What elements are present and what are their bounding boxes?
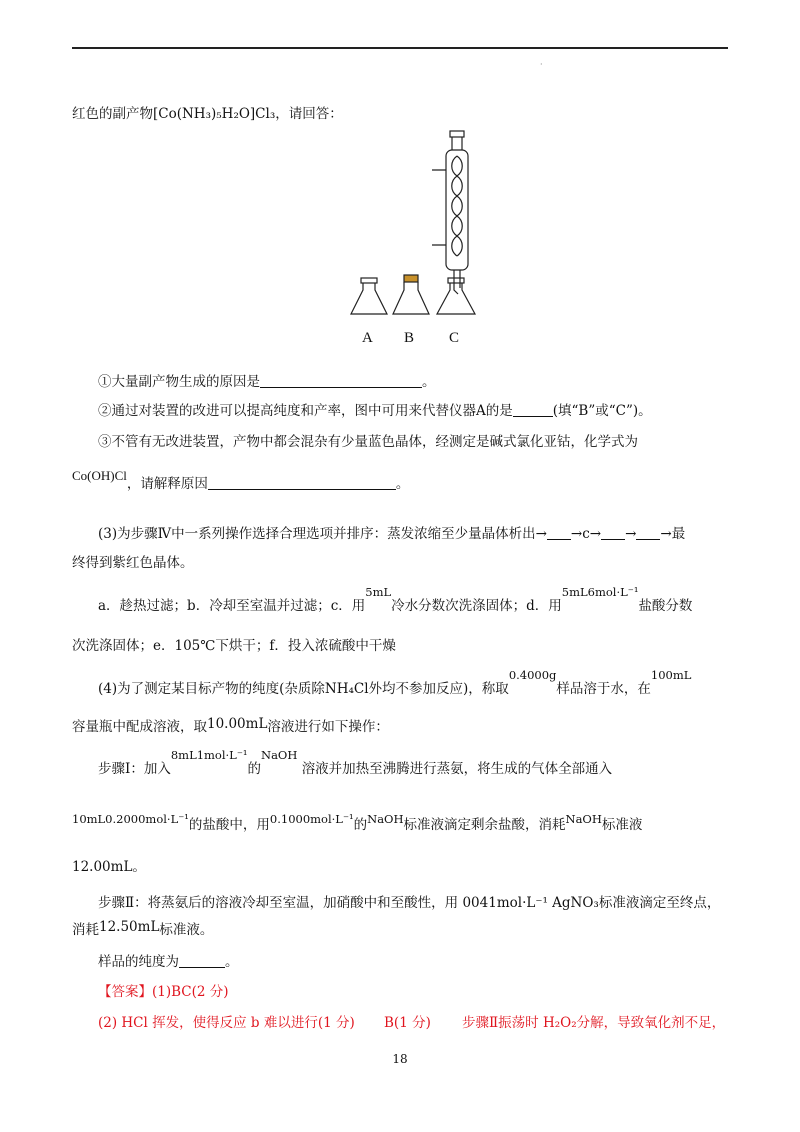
answer-blank[interactable] xyxy=(636,527,660,540)
answer-blank[interactable] xyxy=(547,527,571,540)
part-3-line2: 终得到紫红色晶体。 xyxy=(72,555,194,571)
figure-label-c: C xyxy=(449,330,460,346)
step-2: 步骤Ⅱ：将蒸氨后的溶液冷却至室温，加硝酸中和至酸性，用 0041mol·L⁻¹ AgNO₃标准液滴定至终点， xyxy=(98,895,721,911)
part-3: (3)为步骤Ⅳ中一系列操作选择合理选项并排序：蒸发浓缩至少量晶体析出→ →c→ → →最 xyxy=(98,526,686,542)
intro-text: 红色的副产物[Co(NH₃)₅H₂O]Cl₃，请回答： xyxy=(72,106,343,122)
step-2-line2: 消耗12.50mL标准液。 xyxy=(72,919,214,938)
options-line2: 次洗涤固体；e．105℃下烘干；f．投入浓硫酸中干燥 xyxy=(72,638,396,654)
options-line1: a．趁热过滤；b．冷却至室温并过滤；c．用5mL冷水分数次洗涤固体；d．用5mL6mol·L⁻¹盐酸分数 xyxy=(98,585,693,614)
apparatus-figure xyxy=(340,128,500,353)
answer-blank[interactable] xyxy=(513,404,553,417)
part-4: (4)为了测定某目标产物的纯度(杂质除NH₄Cl外均不参加反应)，称取0.4000g样品溶于水，在100mL xyxy=(98,668,692,697)
figure-label-b: B xyxy=(404,330,415,346)
answer-blank[interactable] xyxy=(260,375,422,388)
answer-line-2b: B(1 分) xyxy=(384,1015,431,1031)
answer-blank[interactable] xyxy=(179,955,225,968)
flask-c xyxy=(437,278,475,314)
answer-line-2c: 步骤Ⅱ振荡时 H₂O₂分解，导致氧化剂不足， xyxy=(462,1015,726,1031)
step-1-line2: 10mL0.2000mol·L⁻¹的盐酸中，用0.1000mol·L⁻¹的NaOH标准液滴定剩余盐酸，消耗NaOH标准液 xyxy=(72,812,643,833)
flask-a xyxy=(351,278,387,314)
question-3-cont: Co(OH)Cl，请解释原因 。 xyxy=(72,468,410,492)
page-number: 18 xyxy=(392,1052,408,1066)
step-1: 步骤Ⅰ：加入8mL1mol·L⁻¹的NaOH 溶液并加热至沸腾进行蒸氨，将生成的气体全部通入 xyxy=(98,748,613,777)
question-1: ①大量副产物生成的原因是 。 xyxy=(98,374,436,390)
answer-blank[interactable] xyxy=(208,477,396,490)
header-rule xyxy=(72,47,728,49)
answer-tag: 【答案】 xyxy=(98,984,152,1000)
answer-blank[interactable] xyxy=(601,527,625,540)
purity-question: 样品的纯度为 。 xyxy=(98,954,239,970)
answer-line-1: 【答案】(1)BC(2 分) xyxy=(98,984,229,1000)
answer-line-2: (2) HCl 挥发，使得反应 b 难以进行(1 分) xyxy=(98,1015,355,1031)
flask-b xyxy=(393,275,429,314)
figure-label-a: A xyxy=(362,330,373,346)
part-4-line2: 容量瓶中配成溶液，取10.00mL溶液进行如下操作： xyxy=(72,716,389,735)
step-1-line3: 12.00mL。 xyxy=(72,859,146,875)
question-2: ②通过对装置的改进可以提高纯度和产率，图中可用来代替仪器A的是 (填“B”或“C”)。 xyxy=(98,403,652,419)
header-mark: · xyxy=(540,60,543,69)
question-3: ③不管有无改进装置，产物中都会混杂有少量蓝色晶体，经测定是碱式氯化亚钴，化学式为 xyxy=(98,434,638,450)
reflux-condenser xyxy=(432,131,468,294)
